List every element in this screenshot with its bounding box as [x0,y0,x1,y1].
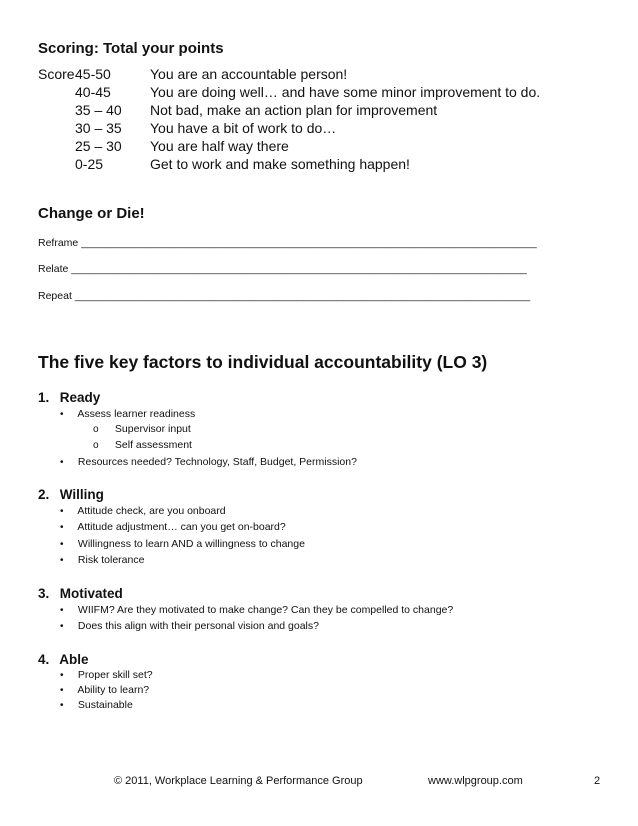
list-item [60,604,453,616]
bullet-icon: • [60,457,64,468]
score-range: 35 – 40 [75,102,122,118]
list-item [60,684,149,696]
list-item [60,505,226,517]
bullet-icon: • [60,409,64,420]
score-label: Score [38,66,75,82]
list-item [60,554,144,566]
score-row [0,66,638,84]
repeat-line [38,290,530,302]
sub-list-item [93,423,191,435]
section-number: 4. [38,652,50,667]
score-description: You are doing well… and have some minor improvement to do. [150,84,541,100]
list-item [60,456,357,468]
score-range: 25 – 30 [75,138,122,154]
list-item [60,620,319,632]
list-item [60,408,195,420]
sub-list-item-text: Supervisor input [114,423,191,435]
score-range: 40-45 [75,84,111,100]
list-item [60,699,133,711]
bullet-icon: • [60,670,64,681]
list-item [60,521,286,533]
list-item [60,538,305,550]
score-description: Get to work and make something happen! [150,156,410,172]
section-title: Able [59,652,89,667]
list-item-text: Assess learner readiness [77,408,196,420]
section-number: 1. [38,390,50,405]
list-item-text: Sustainable [77,699,133,711]
section-title: Willing [59,487,104,502]
score-row [0,138,638,156]
sub-list-item-text: Self assessment [114,439,192,451]
score-row [0,156,638,174]
footer-copyright: © 2011, Workplace Learning & Performance Group [114,775,363,787]
section-number: 3. [38,586,50,601]
reframe-blank: ______________________________________________________________________________ [81,237,537,249]
list-item-text: Risk tolerance [77,554,145,566]
score-range: 0-25 [75,156,104,172]
bullet-icon: • [60,555,64,566]
factors-heading: The five key factors to individual accountability (LO 3) [38,352,488,372]
score-description: You have a bit of work to do… [150,120,337,136]
list-item [60,669,153,681]
sub-bullet-icon: o [93,424,99,435]
section-willing-heading [38,487,104,502]
section-ready-heading [38,390,100,405]
bullet-icon: • [60,685,64,696]
relate-line [38,263,527,275]
change-heading: Change or Die! [38,205,145,222]
reframe-label: Reframe [38,237,79,249]
score-description: Not bad, make an action plan for improvement [150,102,438,118]
section-number: 2. [38,487,50,502]
score-description: You are an accountable person! [150,66,348,82]
bullet-icon: • [60,522,64,533]
reframe-line [38,237,537,249]
list-item-text: WIIFM? Are they motivated to make change? Can they be compelled to change? [77,604,454,616]
footer-website: www.wlpgroup.com [428,775,523,787]
score-range: 45-50 [75,66,111,82]
list-item-text: Ability to learn? [77,684,150,696]
relate-blank: ______________________________________________________________________________ [71,263,527,275]
section-title: Ready [59,390,101,405]
list-item-text: Does this align with their personal vision and goals? [77,620,319,632]
bullet-icon: • [60,700,64,711]
bullet-icon: • [60,506,64,517]
score-description: You are half way there [150,138,289,154]
list-item-text: Resources needed? Technology, Staff, Budget, Permission? [77,456,357,468]
list-item-text: Willingness to learn AND a willingness to change [77,538,305,550]
repeat-blank: ______________________________________________________________________________ [74,290,531,302]
scoring-heading: Scoring: Total your points [38,40,224,57]
section-title: Motivated [59,586,123,601]
score-row [0,84,638,102]
score-row [0,120,638,138]
bullet-icon: • [60,621,64,632]
list-item-text: Attitude adjustment… can you get on-board? [77,521,286,533]
sub-list-item [93,439,192,451]
list-item-text: Proper skill set? [77,669,153,681]
section-motivated-heading [38,586,123,601]
list-item-text: Attitude check, are you onboard [77,505,226,517]
section-able-heading [38,652,89,667]
sub-bullet-icon: o [93,440,99,451]
score-range: 30 – 35 [75,120,122,136]
repeat-label: Repeat [38,290,72,302]
score-row [0,102,638,120]
relate-label: Relate [38,263,69,275]
bullet-icon: • [60,539,64,550]
footer-page-number: 2 [594,775,601,787]
bullet-icon: • [60,605,64,616]
